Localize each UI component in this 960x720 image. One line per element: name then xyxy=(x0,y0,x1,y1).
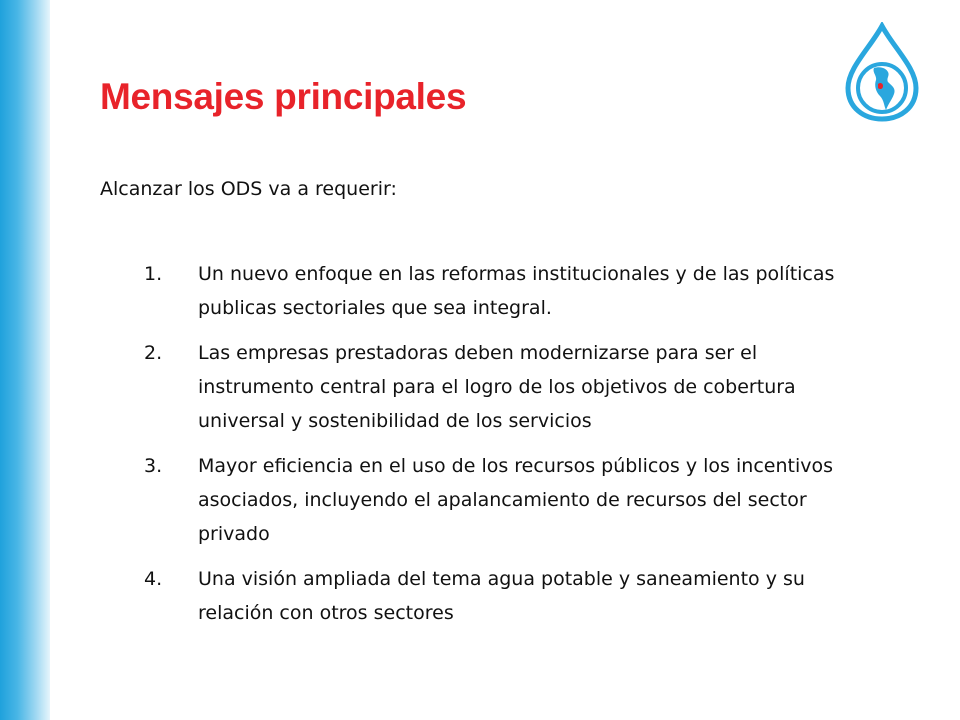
list-item-number: 3. xyxy=(144,455,163,477)
list-item-number: 2. xyxy=(144,342,163,364)
left-accent-band xyxy=(0,0,50,720)
list-item-text: Mayor eficiencia en el uso de los recursos públicos y los incentivos asociados, incluyendo el apalancamiento de recursos del sector privado xyxy=(198,455,833,545)
list-item-text: Un nuevo enfoque en las reformas institucionales y de las políticas publicas sectoriales que sea integral. xyxy=(198,263,835,319)
list-item xyxy=(100,562,860,630)
intro-text: Alcanzar los ODS va a requerir: xyxy=(100,178,397,200)
slide-title: Mensajes principales xyxy=(100,76,467,117)
list-item-number: 1. xyxy=(144,263,163,285)
list-item xyxy=(100,336,860,438)
list-item-number: 4. xyxy=(144,568,163,590)
list-item-text: Las empresas prestadoras deben modernizarse para ser el instrumento central para el logro de los objetivos de cobertura universal y sostenibilidad de los servicios xyxy=(198,342,796,432)
list-item xyxy=(100,257,860,325)
water-drop-logo-icon xyxy=(840,22,924,122)
list-item-text: Una visión ampliada del tema agua potable y saneamiento y su relación con otros sectores xyxy=(198,568,805,624)
list-item xyxy=(100,449,860,551)
numbered-list xyxy=(100,257,860,641)
